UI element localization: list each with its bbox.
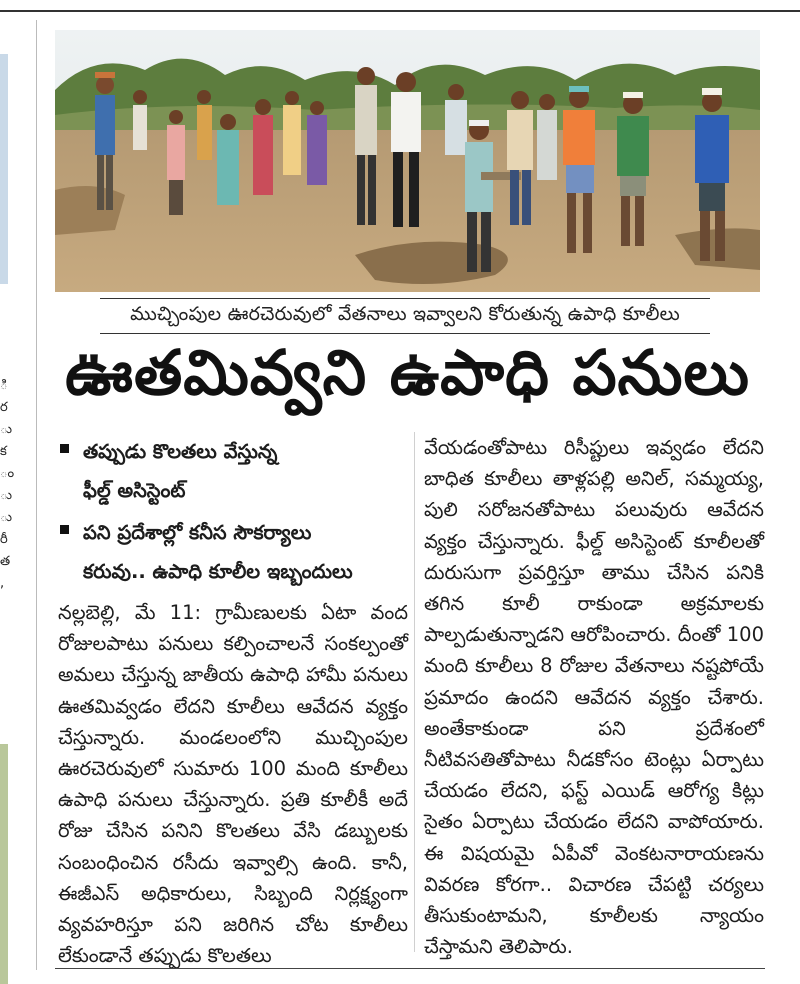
body-text: నల్లబెల్లి, మే 11: గ్రామీణులకు ఏటా వంద రోజులపాటు పనులు కల్పించాలనే సంకల్పంతో అమలు చేస్తున్న జాతీయ ఉపాధి హామీ పనులు ఊతమివ్వడం లేదని కూలీలు ఆవేదన వ్యక్తం చేస్తున్నారు. మండలంలోని ముచ్చింపుల ఊరచెరువులో సుమారు 100 మంది కూలీలు ఉపాధి పనులు చేస్తున్నారు. ప్రతి కూలీకీ అదే రోజు చేసిన పనిని కొలతలు వేసి డబ్బులకు సంబంధించిన రసీదు ఇవ్వాల్సి ఉంది. కానీ, ఈజీఎస్ అధికారులు, సిబ్బంది నిర్లక్ష్యంగా వ్యవహరిస్తూ పని జరిగిన చోట కూలీలు లేకుండానే తప్పుడు కొలతలు	[58, 601, 408, 968]
bullet-square-icon	[60, 444, 69, 453]
body-text: వేయడంతోపాటు రిసీప్టులు ఇవ్వడం లేదని బాధిత కూలీలు తాళ్లపల్లి అనిల్, సమ్మయ్య, పులి సరోజనతోపాటు పలువురు ఆవేదన వ్యక్తం చేస్తున్నారు. ఫీల్డ్ అసిస్టెంట్ కూలీలతో దురుసుగా ప్రవర్తిస్తూ తాము చేసిన పనికి తగిన కూలీ రాకుండా అక్రమాలకు పాల్పడుతున్నాడని ఆరోపించారు. దీంతో 100 మంది కూలీలు 8 రోజుల వేతనాలు నష్టపోయే ప్రమాదం ఉందని ఆవేదన వ్యక్తం చేశారు. అంతేకాకుండా పని ప్రదేశంలో నీటివసతితోపాటు నీడకోసం టెంట్లు ఏర్పాటు చేయడం లేదని, ఫస్ట్ ఎయిడ్ ఆరోగ్య కిట్లు సైతం ఏర్పాటు చేయడం లేదని వాపోయారు. ఈ విషయమై ఏపీవో వెంకటనారాయణను వివరణ కోరగా.. విచారణ చేపట్టి చర్యలు తీసుకుంటామని, కూలీలకు న్యాయం చేస్తామని తెలిపారు.	[424, 436, 764, 959]
column-separator	[414, 432, 415, 952]
column-divider	[36, 20, 37, 970]
highlight-item	[58, 432, 408, 510]
top-rule	[0, 10, 800, 12]
bullet-square-icon	[60, 525, 69, 534]
article-body-part-1	[58, 597, 408, 971]
adjacent-text-fragment: ి ర ు క ం ు ు రీ త ,	[0, 378, 15, 591]
adjacent-photo-fragment	[0, 744, 8, 984]
adjacent-photo-fragment	[0, 54, 8, 284]
headline: ఊతమివ్వని ఉపాధి పనులు	[65, 336, 750, 409]
highlight-line: తప్పుడు కొలతలు వేస్తున్న	[83, 440, 278, 463]
headline-box	[55, 338, 760, 422]
article-column-1	[58, 432, 408, 971]
highlight-line: పని ప్రదేశాల్లో కనీస సౌకర్యాలు	[83, 521, 312, 544]
news-photo	[55, 30, 760, 292]
bottom-rule	[55, 968, 765, 969]
photo-caption: ముచ్చింపుల ఊరచెరువులో వేతనాలు ఇవ్వాలని కోరుతున్న ఉపాధి కూలీలు	[130, 302, 680, 325]
highlight-line: కరువు.. ఉపాధి కూలీల ఇబ్బందులు	[83, 560, 353, 583]
photo-caption-box	[100, 298, 710, 334]
highlight-item	[58, 513, 408, 591]
highlight-line: ఫీల్డ్ అసిస్టెంట్	[83, 479, 186, 502]
article-column-2	[424, 432, 764, 962]
